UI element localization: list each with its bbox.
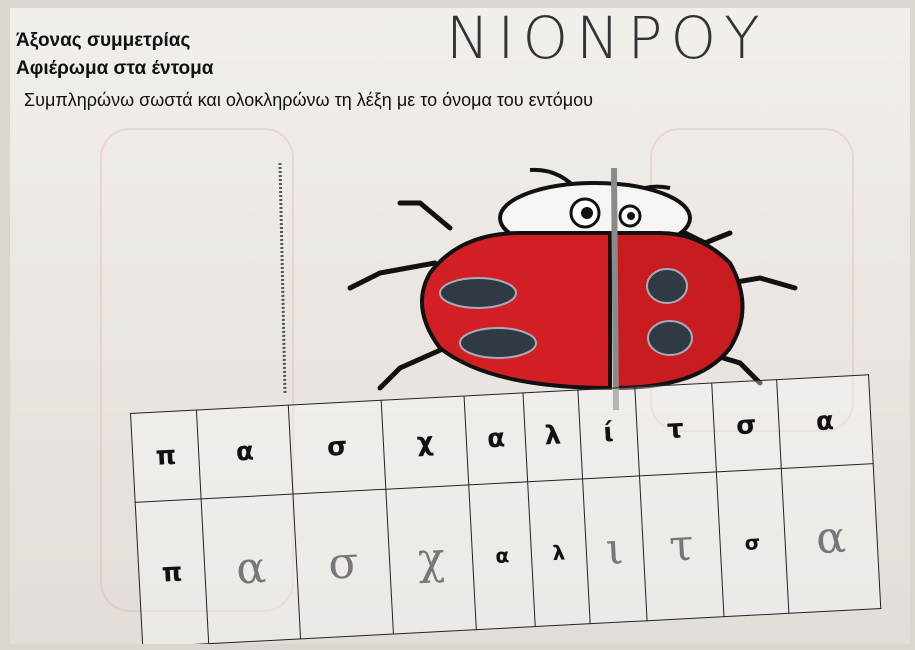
ladybug-body-left (422, 233, 610, 388)
instruction-text: Συμπληρώνω σωστά και ολοκληρώνω τη λέξη με το όνομα του εντόμου (24, 90, 593, 110)
grid-cell: π (131, 410, 202, 502)
grid-cell: χ (381, 396, 469, 489)
ladybug-illustration (260, 148, 820, 413)
ladybug-spot (647, 269, 687, 303)
worksheet-subtitle: Αφιέρωμα στα έντομα (16, 58, 214, 79)
grid-cell: σ (289, 400, 386, 493)
worksheet (10, 8, 910, 644)
grid-cell-handwritten: τ (639, 472, 723, 621)
grid-cell: α (777, 375, 874, 468)
grid-cell: λ (523, 390, 582, 481)
handwritten-name: ΝΙΟΝΡΟΥ (446, 8, 768, 72)
ladybug-spot (440, 278, 516, 308)
letter-grid (130, 374, 881, 644)
left-axis-line (280, 163, 285, 393)
ladybug-spot (460, 328, 536, 358)
symmetry-axis (614, 168, 616, 410)
grid-cell: α (465, 393, 528, 485)
grid-cell: σ (711, 380, 781, 472)
grid-cell-handwritten: χ (386, 485, 477, 634)
grid-cell: ί (578, 387, 640, 479)
grid-cell-handwritten: α (781, 463, 881, 613)
grid-cell: π (135, 499, 209, 644)
worksheet-title: Άξονας συμμετρίας (16, 30, 191, 51)
ladybug-body-right (615, 233, 743, 388)
grid-cell-handwritten: α (201, 494, 300, 644)
grid-cell: α (197, 405, 293, 498)
grid-cell-handwritten: σ (293, 489, 393, 639)
ladybug-spot (648, 321, 692, 355)
grid-cell: σ (716, 468, 789, 616)
grid-cell: τ (635, 383, 716, 476)
grid-cell-handwritten: ι (582, 476, 646, 624)
grid-cell: α (469, 482, 535, 630)
grid-cell: λ (528, 479, 590, 627)
